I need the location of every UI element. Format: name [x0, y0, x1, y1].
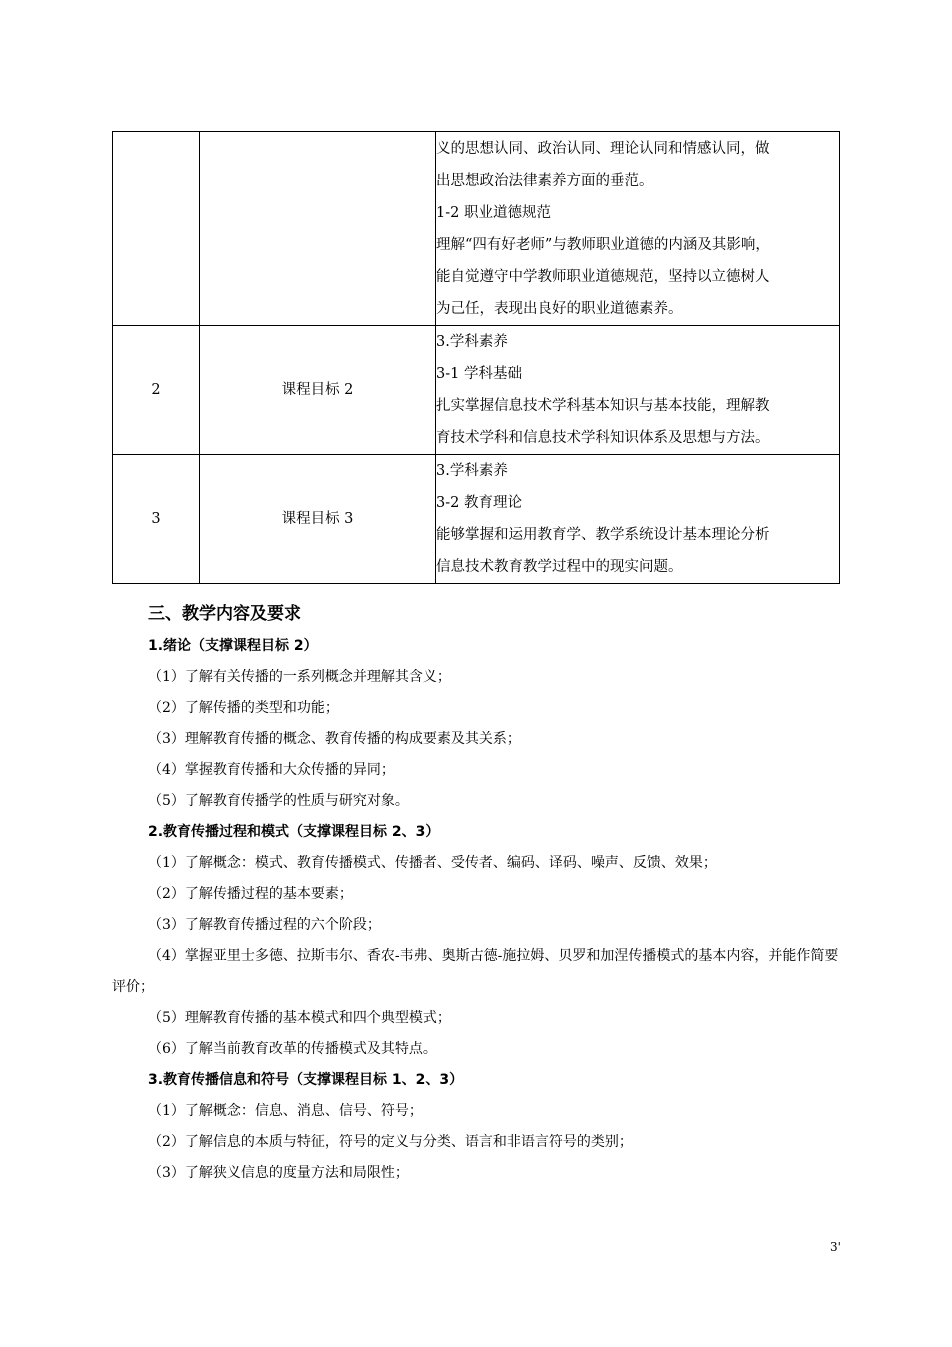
requirement-line: 3.学科素养	[436, 463, 508, 479]
requirement-line: 3-2 教育理论	[436, 495, 522, 511]
list-item: （1）了解有关传播的一系列概念并理解其含义；	[148, 669, 451, 685]
page-number: 3'	[830, 1240, 841, 1254]
requirement-cell	[436, 132, 840, 326]
table-row	[113, 132, 840, 326]
requirement-cell	[436, 326, 840, 455]
list-item: （3）理解教育传播的概念、教育传播的构成要素及其关系；	[148, 731, 521, 747]
list-item: （1）了解概念：信息、消息、信号、符号；	[148, 1103, 423, 1119]
requirement-line: 3.学科素养	[436, 334, 508, 350]
row-number-cell	[113, 132, 200, 326]
requirement-line: 为己任，表现出良好的职业道德素养。	[436, 300, 683, 317]
subsection-heading: 3.教育传播信息和符号（支撑课程目标 1、2、3）	[148, 1072, 464, 1088]
table-row	[113, 455, 840, 584]
list-item: （2）了解传播过程的基本要素；	[148, 886, 353, 902]
row-number-cell: 2	[113, 326, 200, 455]
list-item: （2）了解传播的类型和功能；	[148, 700, 339, 716]
requirement-line: 理解“四有好老师”与教师职业道德的内涵及其影响，	[436, 236, 770, 253]
section-title: 三、教学内容及要求	[148, 604, 301, 624]
list-item: （3）了解教育传播过程的六个阶段；	[148, 917, 381, 933]
requirement-cell	[436, 455, 840, 584]
requirement-line: 3-1 学科基础	[436, 366, 522, 382]
list-item: （1）了解概念：模式、教育传播模式、传播者、受传者、编码、译码、噪声、反馈、效果；	[148, 855, 717, 871]
list-item: （5）理解教育传播的基本模式和四个典型模式；	[148, 1010, 451, 1026]
requirement-line: 出思想政治法律素养方面的垂范。	[436, 172, 654, 189]
course-goal-cell: 课程目标 2	[200, 326, 436, 455]
course-goal-cell	[200, 132, 436, 326]
table-row	[113, 326, 840, 455]
row-number-cell: 3	[113, 455, 200, 584]
requirement-line: 义的思想认同、政治认同、理论认同和情感认同，做	[436, 140, 770, 157]
subsection-heading: 2.教育传播过程和模式（支撑课程目标 2、3）	[148, 824, 440, 840]
list-item: （4）掌握教育传播和大众传播的异同；	[148, 762, 395, 778]
list-item: （4）掌握亚里士多德、拉斯韦尔、香农-韦弗、奥斯古德-施拉姆、贝罗和加涅传播模式的基本内容，并能作简要评价；	[112, 948, 839, 995]
requirement-line: 育技术学科和信息技术学科知识体系及思想与方法。	[436, 430, 770, 446]
requirement-line: 1-2 职业道德规范	[436, 204, 551, 221]
course-goal-cell: 课程目标 3	[200, 455, 436, 584]
teaching-content-section	[112, 597, 842, 1189]
list-item: （5）了解教育传播学的性质与研究对象。	[148, 793, 409, 809]
requirement-line: 能自觉遵守中学教师职业道德规范，坚持以立德树人	[436, 268, 770, 285]
list-item: （6）了解当前教育改革的传播模式及其特点。	[148, 1041, 437, 1057]
list-item: （3）了解狭义信息的度量方法和局限性；	[148, 1165, 409, 1181]
requirement-line: 能够掌握和运用教育学、教学系统设计基本理论分析	[436, 527, 770, 543]
requirement-line: 信息技术教育教学过程中的现实问题。	[436, 559, 683, 575]
subsection-heading: 1.绪论（支撑课程目标 2）	[148, 638, 318, 654]
list-item: （2）了解信息的本质与特征，符号的定义与分类、语言和非语言符号的类别；	[148, 1134, 633, 1150]
requirement-line: 扎实掌握信息技术学科基本知识与基本技能，理解教	[436, 398, 770, 414]
course-goals-table	[112, 131, 840, 584]
